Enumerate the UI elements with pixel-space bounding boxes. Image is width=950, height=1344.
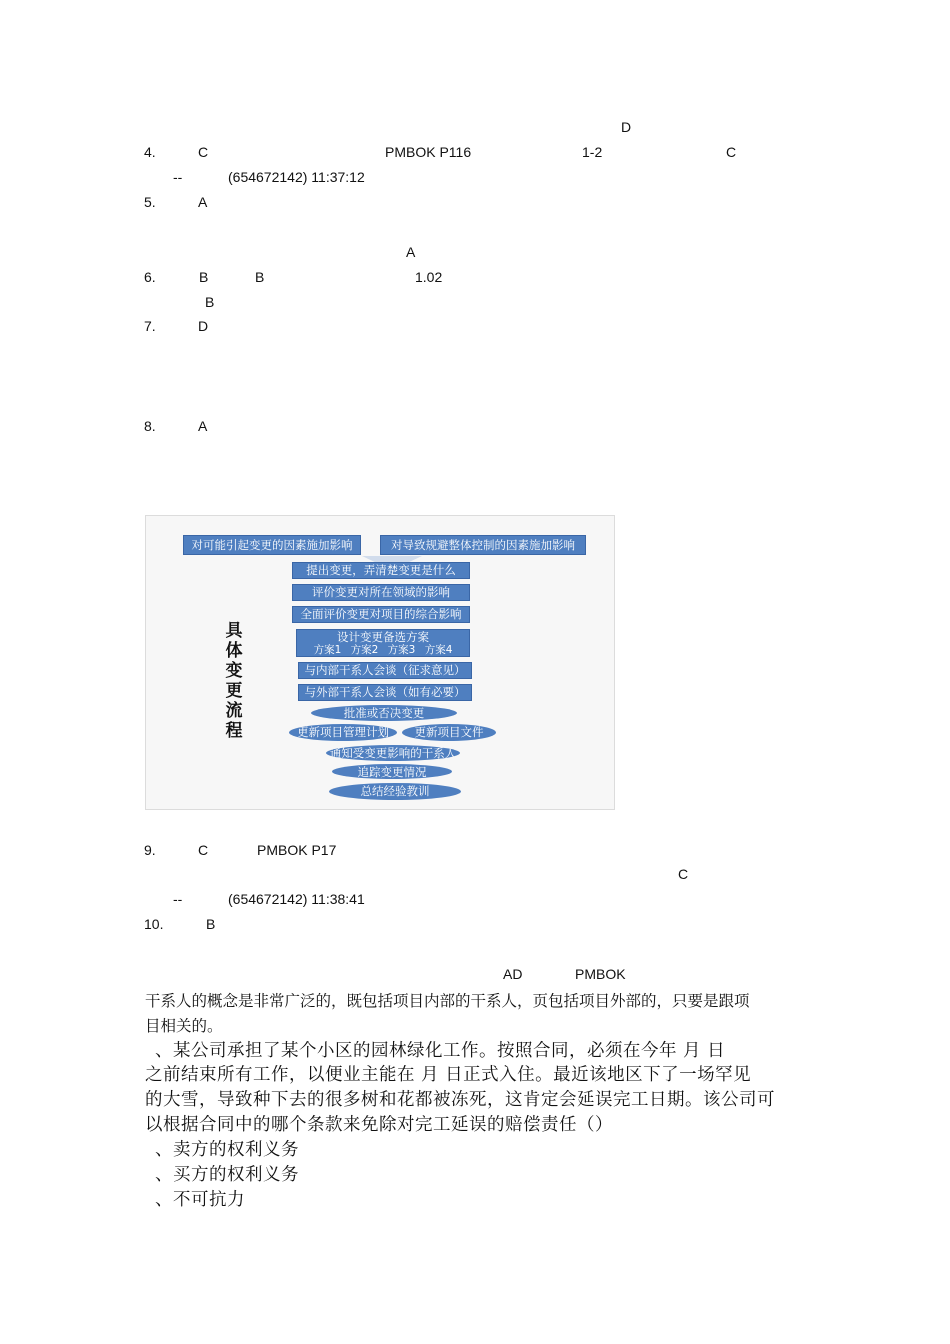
question-number: 10. [144,916,164,932]
answer-letter: A [406,244,416,260]
question-number: 9. [144,842,156,858]
option-1: 方案1 [313,644,342,656]
reference: PMBOK P116 [385,144,472,160]
option-item: 、不可抗力 [155,1190,245,1210]
question-line: 的大雪，导致种下去的很多树和花都被冻死，这肯定会延误完工日期。该公司可 [145,1090,775,1110]
option-3: 方案3 [387,644,416,656]
paragraph-line: 干系人的概念是非常广泛的，既包括项目内部的干系人，页包括项目外部的，只要是跟项 [145,992,750,1010]
question-line: 、某公司承担了某个小区的园林绿化工作。按照合同，必须在今年 月 日 [155,1041,726,1061]
step-evaluate-overall: 全面评价变更对项目的综合影响 [292,606,470,623]
reference: PMBOK [575,966,626,982]
question-number: 4. [144,144,156,160]
design-alternatives-label: 设计变更备选方案 [337,630,429,644]
answer-letter: B [205,294,215,310]
reference-number: 1-2 [582,144,603,160]
question-number: 7. [144,318,156,334]
timestamp: (654672142) 11:37:12 [228,169,365,185]
dash: -- [173,891,183,907]
oval-update-docs: 更新项目文件 [402,724,496,741]
oval-track-changes: 追踪变更情况 [332,764,452,779]
answer-letter: B [199,269,209,285]
influence-factors-box: 对可能引起变更的因素施加影响 [183,535,361,555]
question-line: 以根据合同中的哪个条款来免除对完工延误的赔偿责任（） [145,1115,613,1135]
question-number: 8. [144,418,156,434]
timestamp: (654672142) 11:38:41 [228,891,365,907]
step-external-stakeholders: 与外部干系人会谈（如有必要） [298,684,472,701]
integrated-control-box: 对导致规避整体控制的因素施加影响 [380,535,586,555]
answer-letter: A [198,418,208,434]
answer-letter: B [255,269,265,285]
answer-letter: D [621,119,632,135]
change-process-figure [145,515,615,810]
step-design-alternatives [296,629,470,657]
oval-lessons-learned: 总结经验教训 [329,783,461,800]
oval-approve-reject: 批准或否决变更 [311,705,457,721]
question-line: 之前结束所有工作，以便业主能在 月 日正式入住。最近该地区下了一场罕见 [145,1065,752,1085]
oval-update-plan: 更新项目管理计划 [289,724,397,741]
paragraph-line: 目相关的。 [145,1017,223,1035]
options-row [297,644,469,657]
answer-letter: A [198,194,208,210]
step-evaluate-area: 评价变更对所在领域的影响 [292,584,470,601]
option-4: 方案4 [424,644,453,656]
option-item: 、卖方的权利义务 [155,1140,299,1160]
answer-letter: B [206,916,216,932]
option-item: 、买方的权利义务 [155,1165,299,1185]
figure-title: 具体变更流程 [225,621,243,741]
answer-letters: AD [503,966,523,982]
oval-notify-stakeholders: 通知受变更影响的干系人 [326,745,460,761]
answer-letter: C [726,144,737,160]
question-number: 5. [144,194,156,210]
reference: PMBOK P17 [257,842,337,858]
answer-letter: C [678,866,689,882]
answer-letter: D [198,318,209,334]
step-propose-change: 提出变更，弄清楚变更是什么 [292,562,470,579]
question-number: 6. [144,269,156,285]
value: 1.02 [415,269,443,285]
step-internal-stakeholders: 与内部干系人会谈（征求意见） [298,662,472,679]
answer-letter: C [198,842,209,858]
dash: -- [173,169,183,185]
answer-letter: C [198,144,209,160]
option-2: 方案2 [350,644,379,656]
